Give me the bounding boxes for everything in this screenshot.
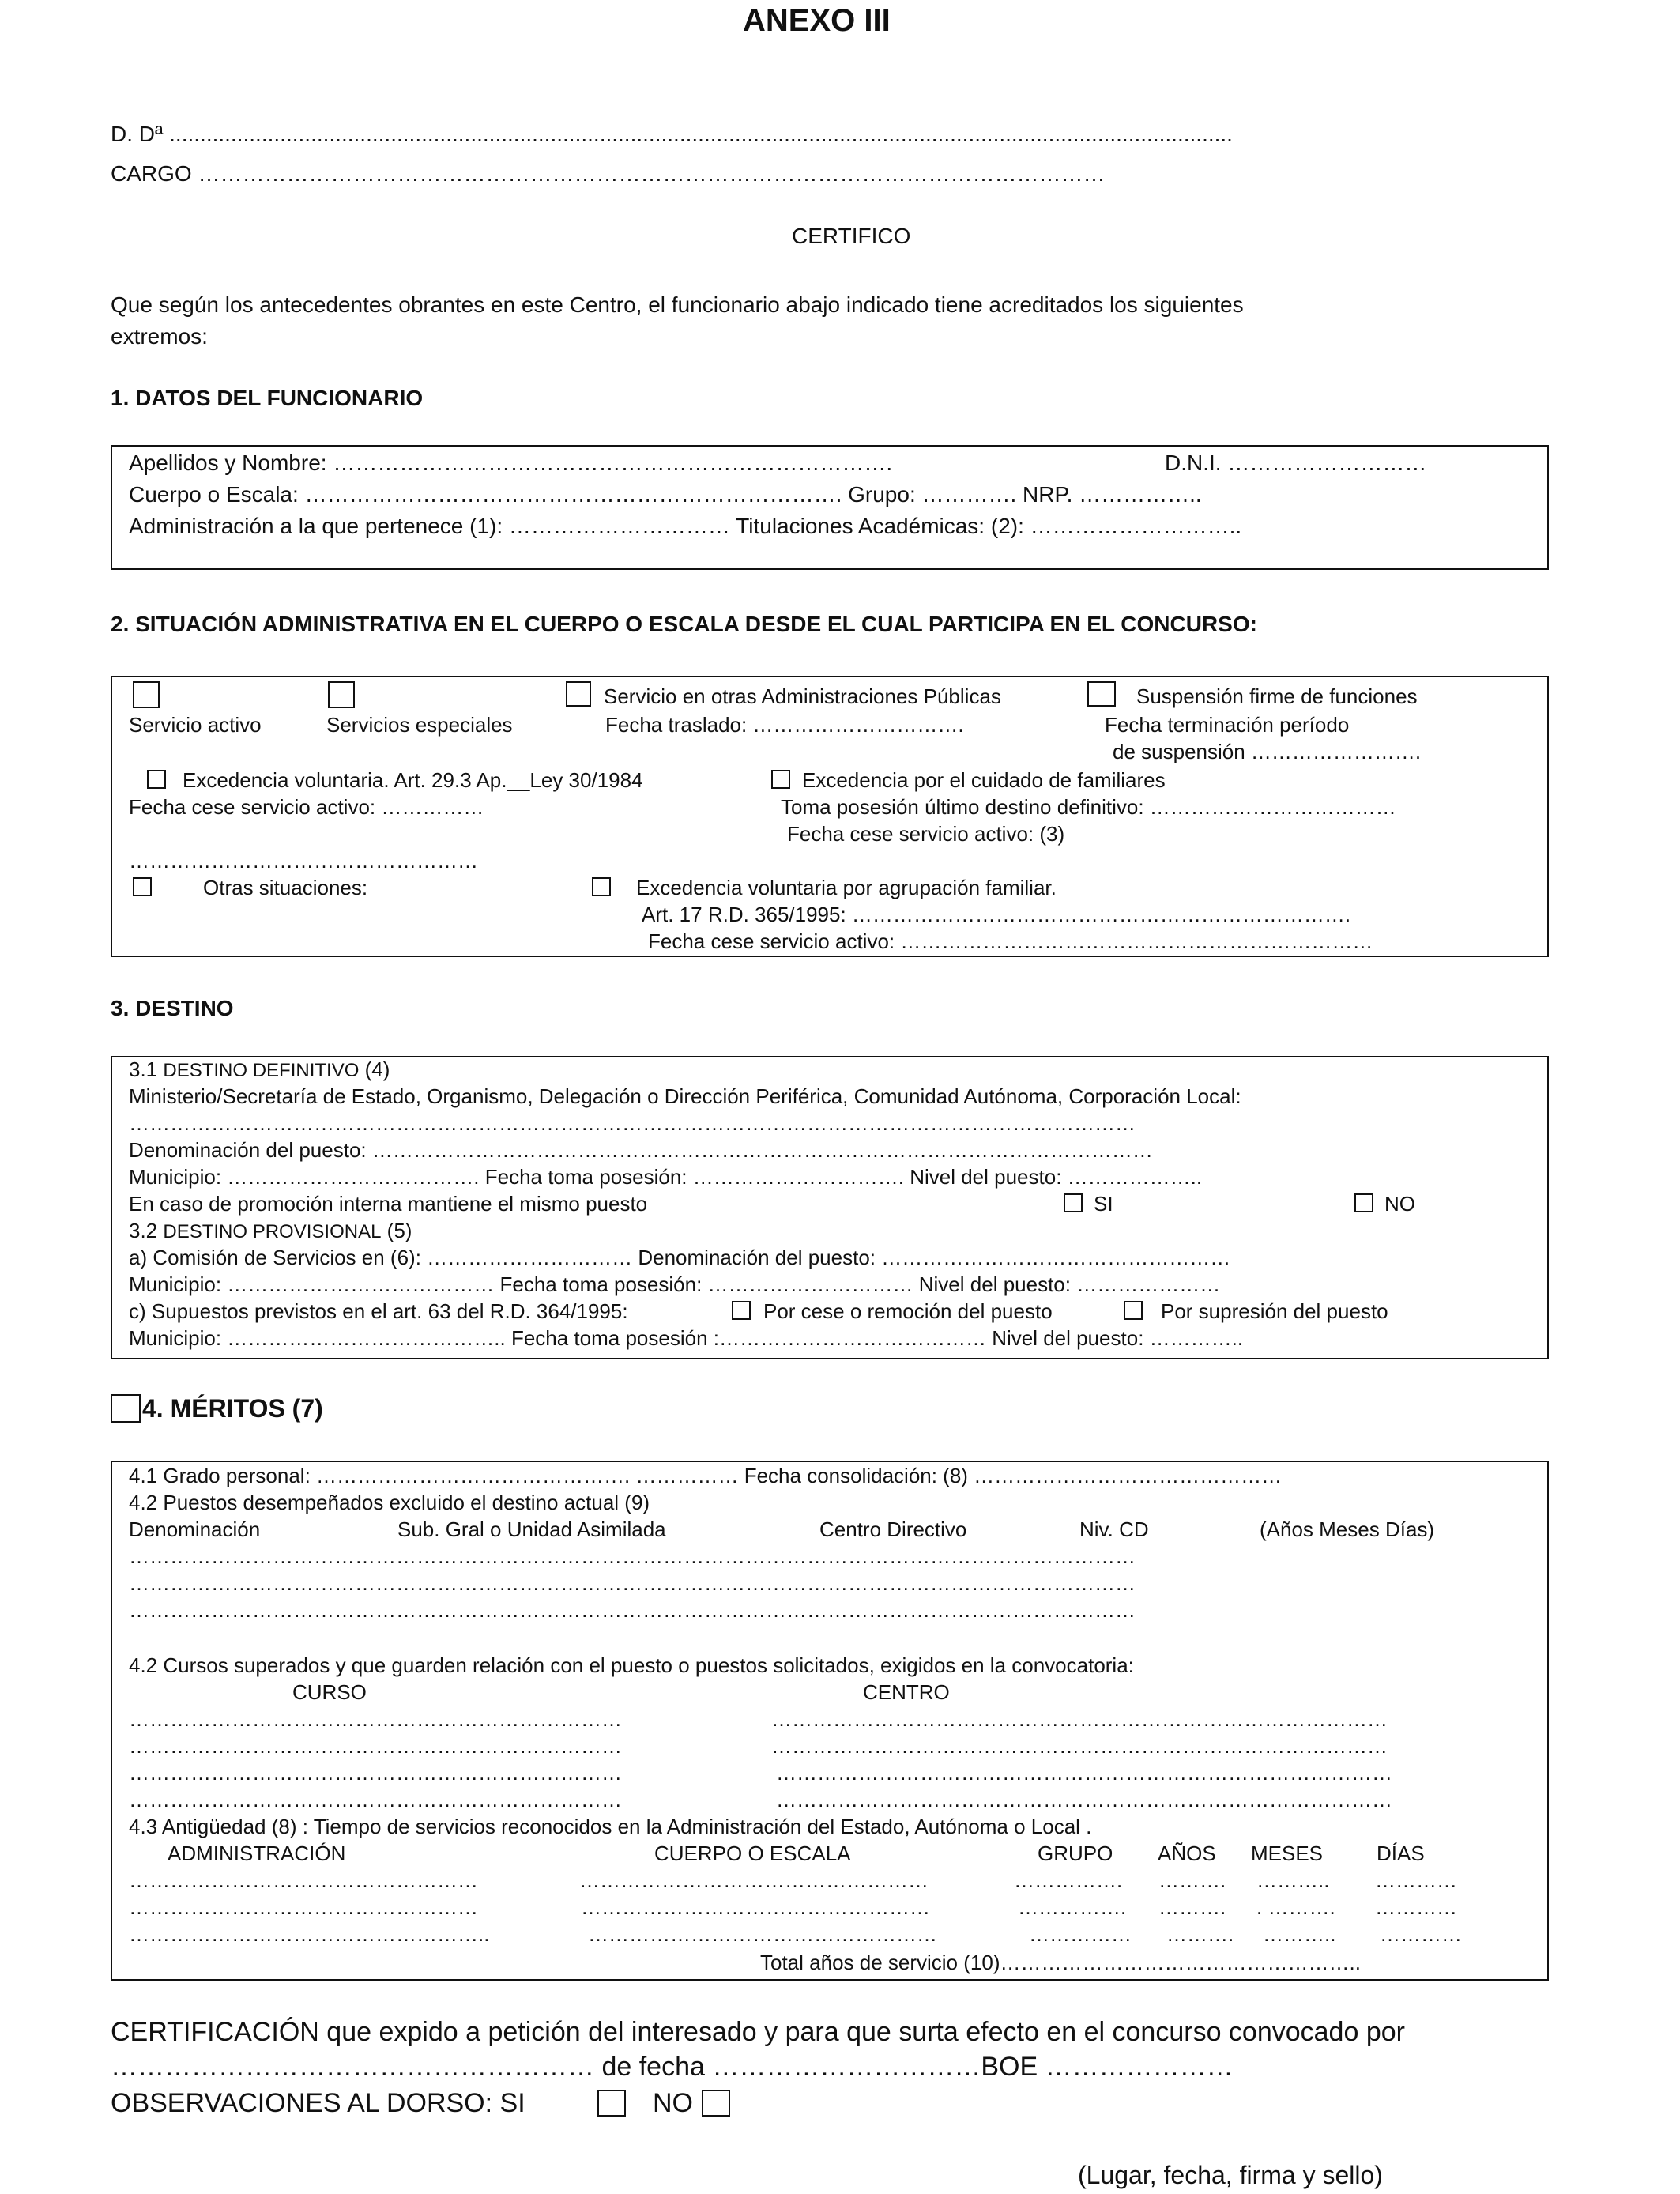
otras-admin-label: Servicio en otras Administraciones Públicas xyxy=(604,684,1001,708)
por-cese-checkbox[interactable] xyxy=(732,1301,751,1320)
toma-posesion-field: Toma posesión último destino definitivo: ……………………………… xyxy=(781,795,1396,819)
curso-row-4: ……………………………………………………………… xyxy=(129,1788,622,1811)
observaciones-si-checkbox[interactable] xyxy=(597,2090,626,2117)
cuerpo-field: Cuerpo o Escala: ………………………………………………………………. Grupo: …………. NRP. …………….. xyxy=(129,482,1202,507)
ant-header-dias: DÍAS xyxy=(1377,1842,1425,1865)
promocion-si-checkbox[interactable] xyxy=(1064,1193,1083,1212)
centro-row-1: ……………………………………………………………………………… xyxy=(771,1707,1388,1731)
dd-field: D. Dª ............................................................................................................................................................................. xyxy=(111,122,1233,146)
fecha-terminacion-label: Fecha terminación período xyxy=(1105,713,1350,737)
centro-row-3: ……………………………………………………………………………… xyxy=(776,1761,1392,1785)
dni-field: D.N.I. ……………………… xyxy=(1165,450,1427,475)
suspension-label: Suspensión firme de funciones xyxy=(1136,684,1418,708)
otras-situaciones-checkbox[interactable] xyxy=(133,877,152,896)
centro-header: CENTRO xyxy=(863,1680,950,1704)
por-cese-label: Por cese o remoción del puesto xyxy=(763,1299,1053,1323)
exc-agrupacion-checkbox[interactable] xyxy=(592,877,611,896)
ant-row-3-meses: ……….. xyxy=(1263,1922,1336,1946)
de-suspension-field: de suspensión ……………………. xyxy=(1113,740,1422,763)
ant-row-2-anos: ………. xyxy=(1158,1895,1226,1919)
section-3-heading: 3. DESTINO xyxy=(111,996,234,1020)
ant-row-2-grupo: ……………. xyxy=(1018,1895,1127,1919)
col-header-nivcd: Niv. CD xyxy=(1079,1517,1149,1541)
ant-row-2-cuerpo: …………………………………………… xyxy=(581,1895,930,1919)
meritos-checkbox[interactable] xyxy=(111,1394,141,1423)
certificacion-line-2: ……………………………………………… de fecha …………………………BOE ………………… xyxy=(111,2052,1234,2082)
suspension-checkbox[interactable] xyxy=(1087,681,1116,707)
servicios-especiales-label: Servicios especiales xyxy=(326,713,513,737)
puestos-row-2: ………………………………………………………………………………………………………………………………… xyxy=(129,1571,1136,1595)
apellidos-field: Apellidos y Nombre: …………………………………………………………………. xyxy=(129,450,893,475)
total-anos-field: Total años de servicio (10)…………………………………………….. xyxy=(760,1951,1361,1974)
certifico-heading: CERTIFICO xyxy=(792,224,911,248)
promocion-no-checkbox[interactable] xyxy=(1354,1193,1373,1212)
comision-field: a) Comisión de Servicios en (6): ………………………… Denominación del puesto: …………………………………………… xyxy=(129,1246,1231,1269)
ant-header-anos: AÑOS xyxy=(1158,1842,1216,1865)
municipio-field-1: Municipio: ………………………………. Fecha toma posesión: …………………………. Nivel del puesto: ……………….. xyxy=(129,1165,1203,1189)
municipio-field-3: Municipio: ………………………………….. Fecha toma posesión :………………………………… Nivel del puesto: ………….. xyxy=(129,1326,1244,1350)
ant-row-3-anos: ………. xyxy=(1166,1922,1234,1946)
denominacion-field: Denominación del puesto: …………………………………………………………………………………………………… xyxy=(129,1138,1153,1162)
section-2-heading: 2. SITUACIÓN ADMINISTRATIVA EN EL CUERPO O ESCALA DESDE EL CUAL PARTICIPA EN EL CONCURSO: xyxy=(111,612,1257,636)
servicios-especiales-checkbox[interactable] xyxy=(328,681,355,708)
cargo-field: CARGO …………………………………………………………………………………………………………… xyxy=(111,161,1106,186)
puestos-row-3: ………………………………………………………………………………………………………………………………… xyxy=(129,1598,1136,1622)
lugar-fecha-firma: (Lugar, fecha, firma y sello) xyxy=(1078,2161,1383,2189)
ant-row-2-administracion: …………………………………………… xyxy=(129,1895,478,1919)
cursos-heading: 4.2 Cursos superados y que guarden relación con el puesto o puestos solicitados, exigidos en la convocatoria: xyxy=(129,1653,1134,1677)
destino-definitivo-heading: 3.1 DESTINO DEFINITIVO (4) xyxy=(129,1057,390,1081)
curso-row-2: ……………………………………………………………… xyxy=(129,1734,622,1758)
otras-admin-checkbox[interactable] xyxy=(566,681,591,707)
municipio-field-2: Municipio: ………………………………… Fecha toma posesión: ………………………… Nivel del puesto: ………………… xyxy=(129,1272,1221,1296)
ant-row-2-meses: . ………. xyxy=(1256,1895,1335,1919)
ant-row-3-cuerpo: …………………………………………… xyxy=(588,1922,937,1946)
ant-header-cuerpo: CUERPO O ESCALA xyxy=(654,1842,851,1865)
dots-line: …………………………………………… xyxy=(129,849,478,873)
fecha-cese-field-1: Fecha cese servicio activo: …………… xyxy=(129,795,484,819)
col-header-tiempo: (Años Meses Días) xyxy=(1260,1517,1435,1541)
curso-header: CURSO xyxy=(292,1680,367,1704)
exc-cuidado-checkbox[interactable] xyxy=(771,770,790,789)
promocion-label: En caso de promoción interna mantiene el mismo puesto xyxy=(129,1192,648,1216)
curso-row-1: ……………………………………………………………… xyxy=(129,1707,622,1731)
page-title: ANEXO III xyxy=(743,3,891,38)
fecha-traslado-field: Fecha traslado: …………………………. xyxy=(605,713,964,737)
ant-row-1-grupo: ……………. xyxy=(1014,1868,1123,1892)
administracion-field: Administración a la que pertenece (1): ………………………… Titulaciones Académicas: (2): ……………………….. xyxy=(129,514,1242,538)
exc-voluntaria-checkbox[interactable] xyxy=(147,770,166,789)
art17-field: Art. 17 R.D. 365/1995: ………………………………………………………………. xyxy=(642,903,1351,926)
servicio-activo-checkbox[interactable] xyxy=(133,681,160,708)
puestos-heading: 4.2 Puestos desempeñados excluido el destino actual (9) xyxy=(129,1491,650,1514)
section-4-heading: 4. MÉRITOS (7) xyxy=(142,1394,323,1423)
ant-row-1-dias: ………… xyxy=(1375,1868,1457,1892)
grado-field: 4.1 Grado personal: ………………………………………. …………… Fecha consolidación: (8) ……………………………………… xyxy=(129,1464,1283,1487)
ant-row-1-administracion: …………………………………………… xyxy=(129,1868,478,1892)
observaciones-no-label: NO xyxy=(653,2088,693,2118)
ant-row-2-dias: ………… xyxy=(1375,1895,1457,1919)
section-1-heading: 1. DATOS DEL FUNCIONARIO xyxy=(111,386,424,410)
fecha-cese-field-4: Fecha cese servicio activo: …………………………………………………………… xyxy=(648,929,1373,953)
ministerio-dots: ………………………………………………………………………………………………………………………………… xyxy=(129,1111,1136,1135)
servicio-activo-label: Servicio activo xyxy=(129,713,262,737)
curso-row-3: ……………………………………………………………… xyxy=(129,1761,622,1785)
col-header-subgral: Sub. Gral o Unidad Asimilada xyxy=(397,1517,666,1541)
centro-row-2: ……………………………………………………………………………… xyxy=(771,1734,1388,1758)
por-supresion-label: Por supresión del puesto xyxy=(1161,1299,1388,1323)
ant-row-1-meses: ……….. xyxy=(1256,1868,1330,1892)
ministerio-label: Ministerio/Secretaría de Estado, Organismo, Delegación o Dirección Periférica, Comunidad Autónoma, Corporación Local: xyxy=(129,1084,1241,1108)
ant-row-3-administracion: …………………………………………….. xyxy=(129,1922,490,1946)
antiguedad-heading: 4.3 Antigüedad (8) : Tiempo de servicios reconocidos en la Administración del Estado, Autónoma o Local . xyxy=(129,1815,1092,1838)
ant-header-grupo: GRUPO xyxy=(1038,1842,1113,1865)
supuestos-label: c) Supuestos previstos en el art. 63 del R.D. 364/1995: xyxy=(129,1299,628,1323)
ant-header-administracion: ADMINISTRACIÓN xyxy=(168,1842,346,1865)
col-header-centro: Centro Directivo xyxy=(819,1517,967,1541)
ant-header-meses: MESES xyxy=(1251,1842,1324,1865)
exc-agrupacion-label: Excedencia voluntaria por agrupación familiar. xyxy=(636,876,1057,899)
ant-row-1-anos: ………. xyxy=(1158,1868,1226,1892)
promocion-no-label: NO xyxy=(1384,1192,1415,1216)
puestos-row-1: ………………………………………………………………………………………………………………………………… xyxy=(129,1544,1136,1568)
otras-situaciones-label: Otras situaciones: xyxy=(203,876,368,899)
exc-cuidado-label: Excedencia por el cuidado de familiares xyxy=(802,768,1166,792)
intro-line-2: extremos: xyxy=(111,324,208,349)
fecha-cese-field-3: Fecha cese servicio activo: (3) xyxy=(787,822,1065,846)
centro-row-4: ……………………………………………………………………………… xyxy=(776,1788,1392,1811)
intro-line-1: Que según los antecedentes obrantes en este Centro, el funcionario abajo indicado tiene acreditados los siguientes xyxy=(111,292,1244,317)
ant-row-3-dias: ………… xyxy=(1380,1922,1462,1946)
observaciones-label: OBSERVACIONES AL DORSO: SI xyxy=(111,2088,525,2118)
certificacion-line-1: CERTIFICACIÓN que expido a petición del interesado y para que surta efecto en el concurso convocado por xyxy=(111,2017,1405,2047)
col-header-denominacion: Denominación xyxy=(129,1517,261,1541)
observaciones-no-checkbox[interactable] xyxy=(702,2090,730,2117)
ant-row-3-grupo: …………… xyxy=(1029,1922,1132,1946)
por-supresion-checkbox[interactable] xyxy=(1124,1301,1143,1320)
promocion-si-label: SI xyxy=(1094,1192,1113,1216)
ant-row-1-cuerpo: …………………………………………… xyxy=(579,1868,929,1892)
exc-voluntaria-label: Excedencia voluntaria. Art. 29.3 Ap.__Ley 30/1984 xyxy=(183,768,643,792)
destino-provisional-heading: 3.2 DESTINO PROVISIONAL (5) xyxy=(129,1219,412,1242)
